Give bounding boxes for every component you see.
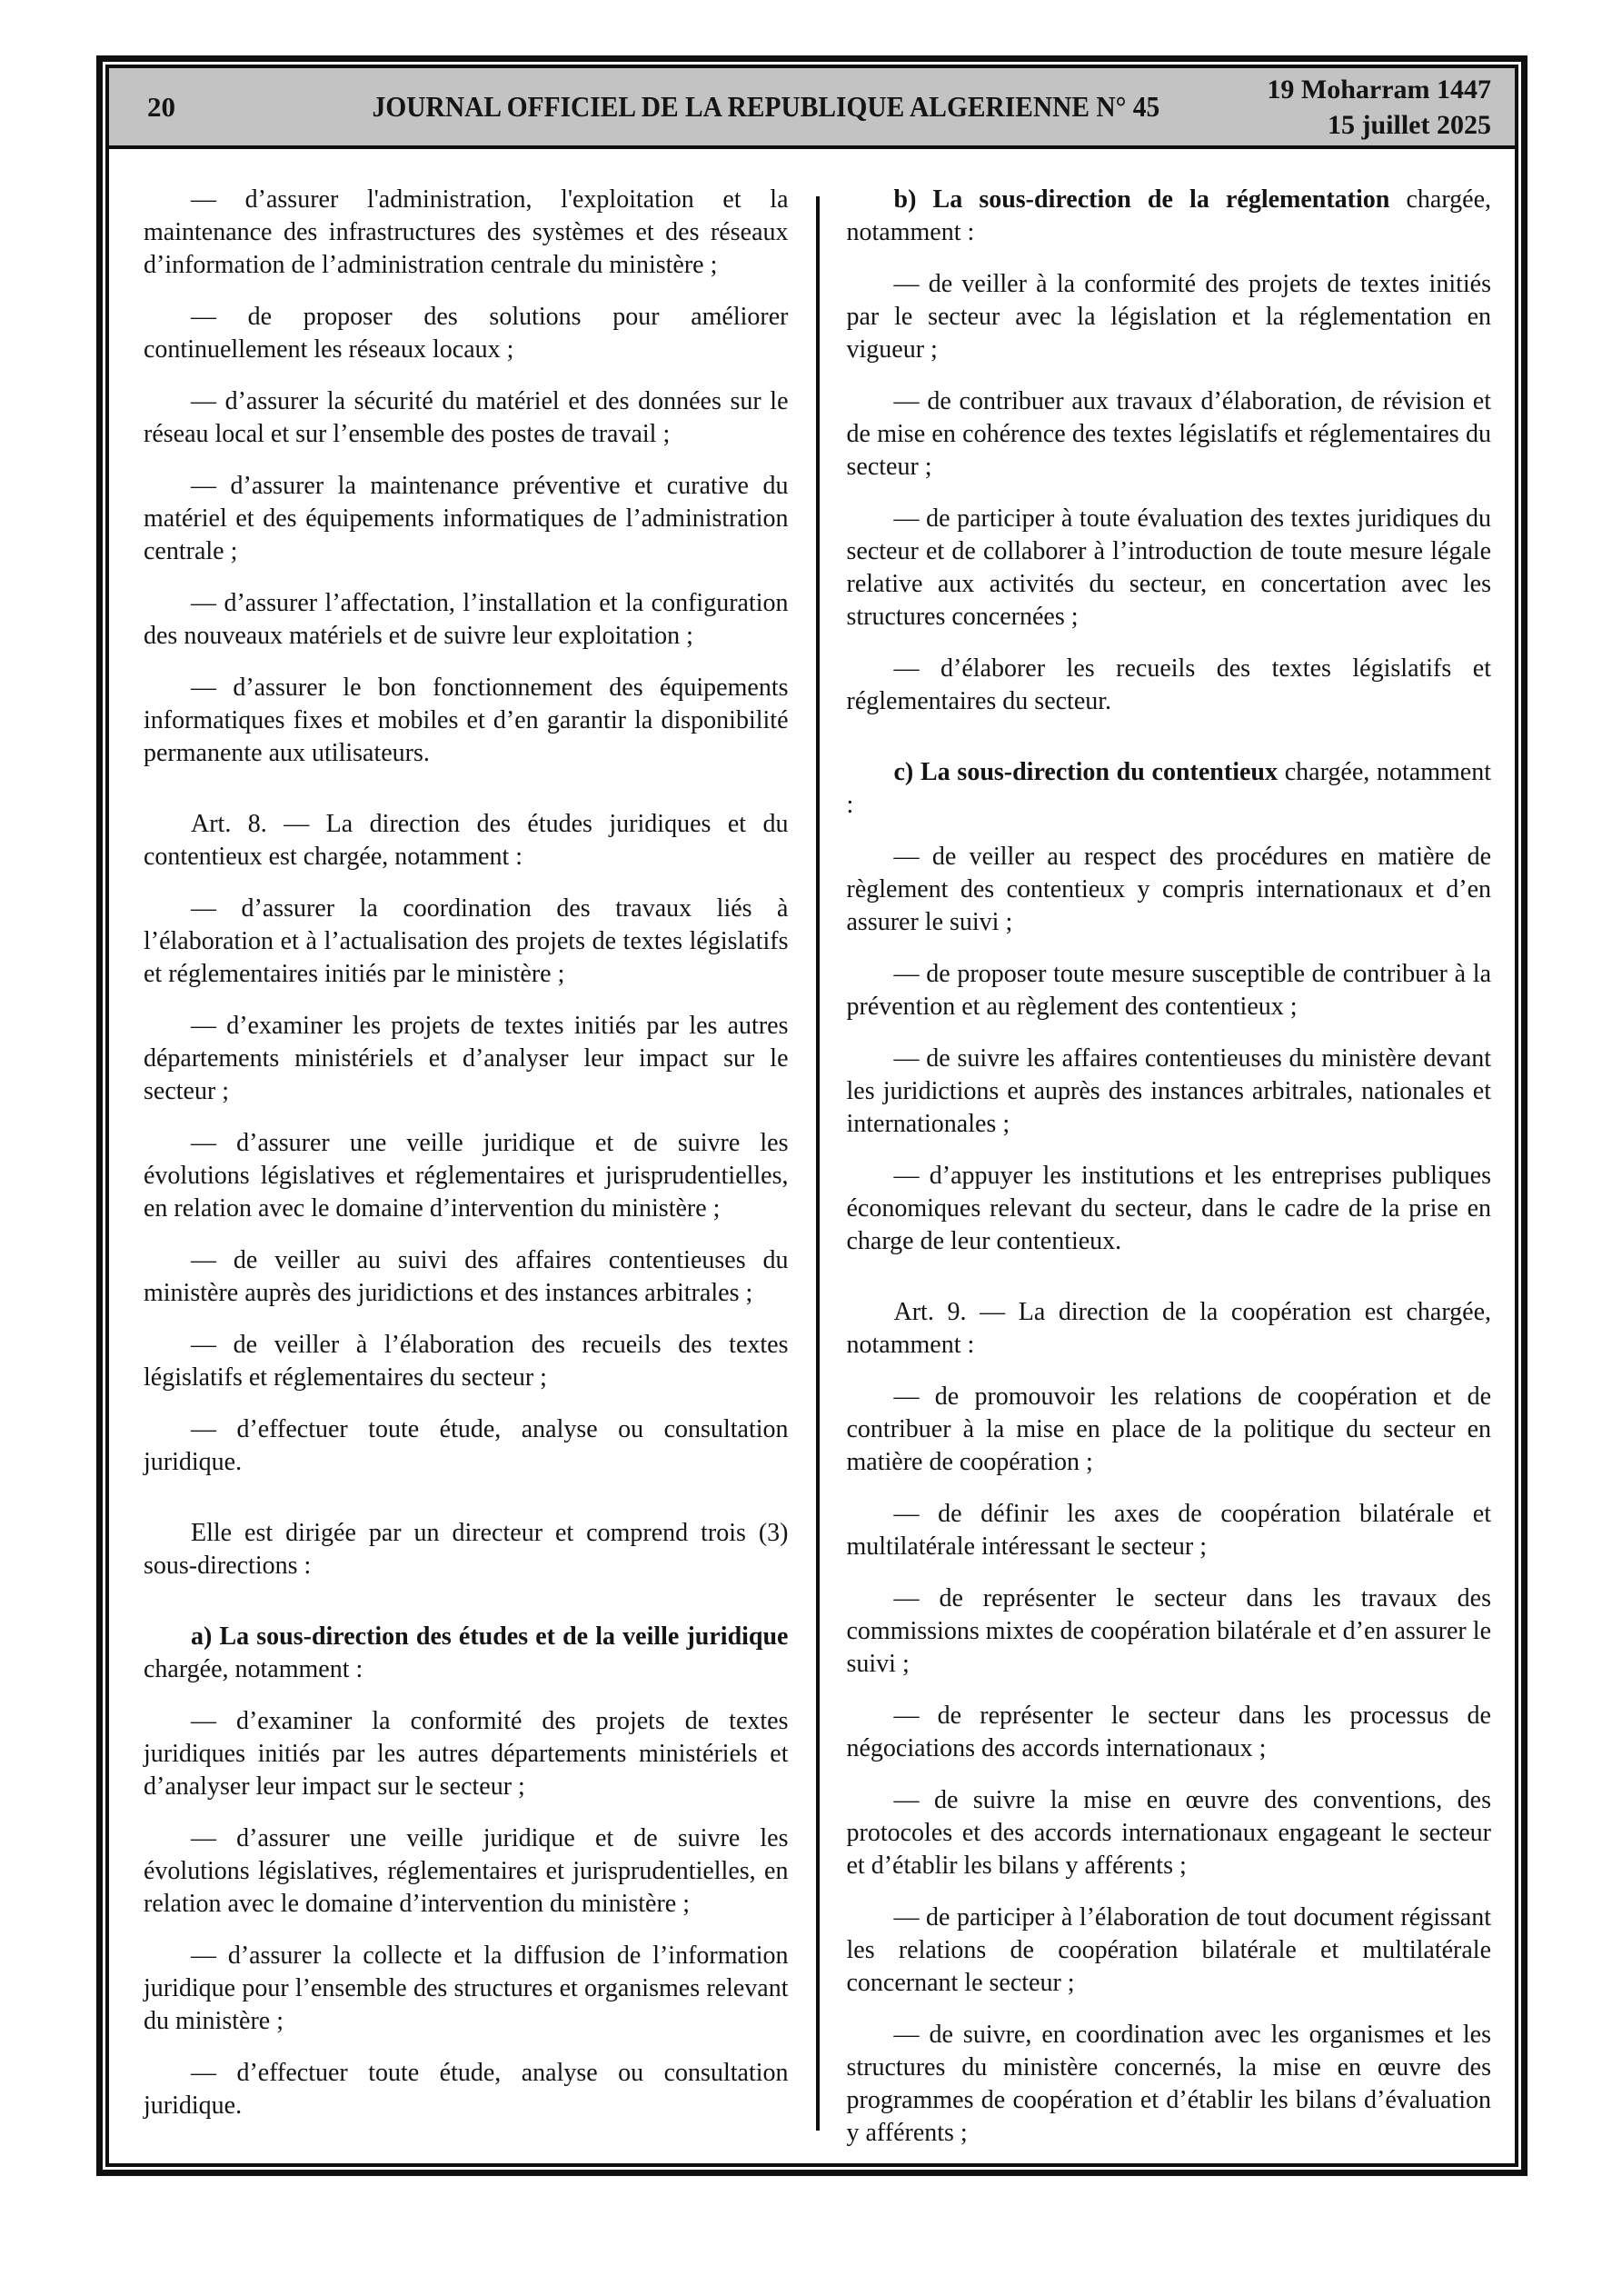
paragraph: — d’assurer le bon fonctionnement des équipements informatiques fixes et mobiles et d’en garantir la disponibilité permanente aux utilisateurs. [144,674,789,767]
bold-lead: b) La sous-direction de la réglementation [893,185,1390,214]
date-hijri: 19 Moharram 1447 [1267,74,1491,105]
paragraph: — de veiller à l’élaboration des recueils des textes législatifs et réglementaires du secteur ; [144,1331,789,1392]
paragraph: — d’examiner les projets de textes initiés par les autres départements ministériels et d’analyser leur impact sur le secteur ; [144,1012,789,1105]
subsection-b-heading: b) La sous-direction de la réglementation chargée, notamment : [846,185,1492,246]
paragraph: — de contribuer aux travaux d’élaboration, de révision et de mise en cohérence des textes législatifs et réglementaires du secteur ; [846,387,1491,481]
paragraph: Elle est dirigée par un directeur et comprend trois (3) sous-directions : [144,1519,789,1580]
paragraph: — d’assurer l’affectation, l’installation et la configuration des nouveaux matériels et de suivre leur exploitation ; [144,589,789,650]
paragraph: — de proposer des solutions pour améliorer continuellement les réseaux locaux ; [144,303,789,364]
subsection-c-heading: c) La sous-direction du contentieux chargée, notamment : [846,758,1491,819]
paragraph: — de veiller au suivi des affaires contentieuses du ministère auprès des juridictions et des instances arbitrales ; [144,1246,789,1307]
paragraph: — d’assurer la sécurité du matériel et des données sur le réseau local et sur l’ensemble des postes de travail ; [144,387,789,448]
paragraph: — d’assurer une veille juridique et de suivre les évolutions législatives, réglementaires et jurisprudentielles, en relation avec le domaine d’intervention du ministère ; [144,1824,789,1918]
page-frame-inner [105,65,1518,2167]
paragraph: — de suivre, en coordination avec les organismes et les structures du ministère concernés, la mise en œuvre des programmes de coopération et d’établir les bilans d’évaluation y afférents ; [846,2021,1491,2147]
paragraph: — de participer à toute évaluation des textes juridiques du secteur et de collaborer à l’introduction de toute mesure légale relative aux activités du secteur, en concertation avec les structures concernées ; [846,504,1491,631]
page-number: 20 [147,90,175,123]
subsection-a-heading: a) La sous-direction des études et de la veille juridique chargée, notamment : [144,1622,789,1683]
paragraph: — d’assurer la collecte et la diffusion de l’information juridique pour l’ensemble des structures et organismes relevant du ministère ; [144,1942,789,2035]
paragraph: — de proposer toute mesure susceptible de contribuer à la prévention et au règlement des contentieux ; [846,960,1491,1021]
paragraph: — de représenter le secteur dans les processus de négociations des accords internationaux ; [846,1702,1491,1762]
bold-lead: c) La sous-direction du contentieux [893,758,1278,786]
paragraph: — d’assurer une veille juridique et de suivre les évolutions législatives et réglementaires et jurisprudentielles, en relation avec le domaine d’intervention du ministère ; [144,1129,789,1223]
bold-lead: a) La sous-direction des études et de la veille juridique [191,1622,789,1651]
paragraph: — de suivre la mise en œuvre des conventions, des protocoles et des accords internationaux engageant le secteur et d’établir les bilans y afférents ; [846,1786,1491,1880]
right-column [820,149,1516,2163]
paragraph: — d’élaborer les recueils des textes législatifs et réglementaires du secteur. [846,654,1491,715]
journal-title-wrap [265,90,1267,124]
paragraph: — d’assurer la coordination des travaux liés à l’élaboration et à l’actualisation des projets de textes législatifs et réglementaires initiés par le ministère ; [144,894,789,988]
paragraph: — d’assurer la maintenance préventive et curative du matériel et des équipements informatiques de l’administration centrale ; [144,472,789,565]
paragraph: — d’effectuer toute étude, analyse ou consultation juridique. [144,2059,789,2120]
text-columns [109,149,1515,2163]
page-frame [96,55,1527,2176]
paragraph: — de suivre les affaires contentieuses du ministère devant les juridictions et auprès des instances arbitrales, nationales et internationales ; [846,1044,1491,1138]
paragraph: — de représenter le secteur dans les travaux des commissions mixtes de coopération bilatérale et d’en assurer le suivi ; [846,1584,1491,1678]
paragraph: — d’effectuer toute étude, analyse ou consultation juridique. [144,1415,789,1476]
masthead [109,68,1515,149]
article-9-heading: Art. 9. — La direction de la coopération est chargée, notamment : [846,1298,1491,1359]
paragraph: — de veiller à la conformité des projets de textes initiés par le secteur avec la législation et la réglementation en vigueur ; [846,270,1491,364]
paragraph: — d’examiner la conformité des projets de textes juridiques initiés par les autres départements ministériels et d’analyser leur impact sur le secteur ; [144,1707,789,1801]
paragraph: — de promouvoir les relations de coopération et de contribuer à la mise en place de la politique du secteur en matière de coopération ; [846,1383,1491,1476]
article-8-heading: Art. 8. — La direction des études juridiques et du contentieux est chargée, notamment : [144,810,789,871]
left-column [109,149,816,2163]
journal-title: JOURNAL OFFICIEL DE LA REPUBLIQUE ALGERIENNE N° 45 [372,90,1160,123]
paragraph: — de participer à l’élaboration de tout document régissant les relations de coopération bilatérale et multilatérale concernant le secteur ; [846,1903,1491,1997]
paragraph: — d’appuyer les institutions et les entreprises publiques économiques relevant du secteur, dans le cadre de la prise en charge de leur contentieux. [846,1162,1491,1255]
paragraph: — de définir les axes de coopération bilatérale et multilatérale intéressant le secteur ; [846,1500,1491,1561]
date-gregorian: 15 juillet 2025 [1328,109,1491,140]
header-dates [1267,72,1491,143]
paragraph: — de veiller au respect des procédures en matière de règlement des contentieux y compris internationaux et d’en assurer le suivi ; [846,843,1491,936]
paragraph: — d’assurer l'administration, l'exploitation et la maintenance des infrastructures des systèmes et des réseaux d’information de l’administration centrale du ministère ; [144,185,789,279]
